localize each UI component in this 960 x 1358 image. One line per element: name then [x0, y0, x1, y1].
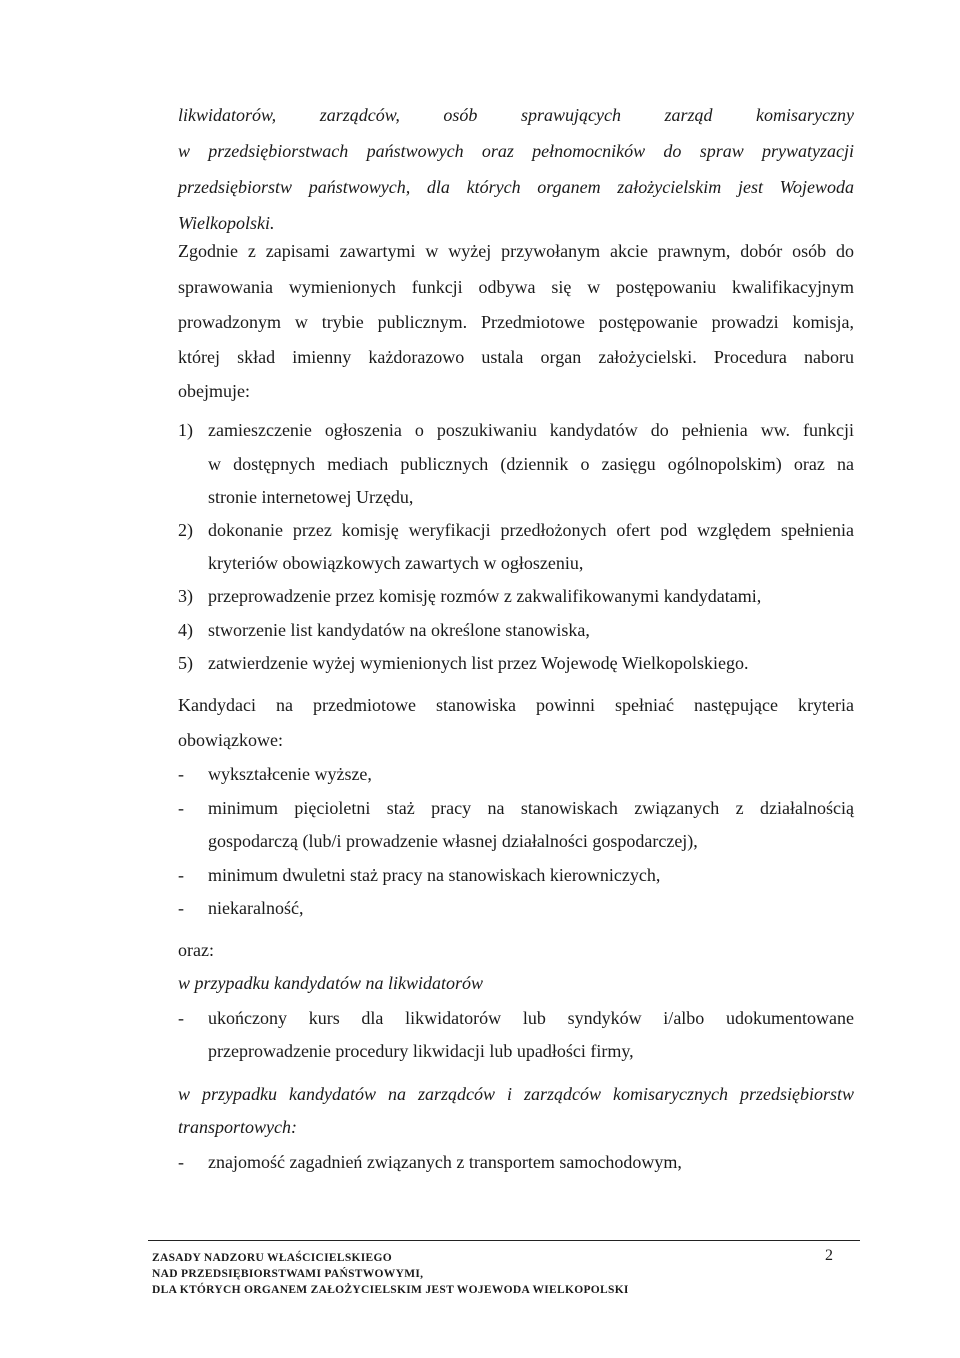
para1-line-3: prowadzonym w trybie publicznym. Przedmiotowe postępowanie prowadzi komisja, — [178, 312, 854, 332]
footer-line-2: NAD PRZEDSIĘBIORSTWAMI PAŃSTWOWYMI, — [152, 1268, 424, 1280]
para2-line-2: obowiązkowe: — [178, 730, 283, 750]
case2-heading-line-1: w przypadku kandydatów na zarządców i zarządców komisarycznych przedsiębiorstw — [178, 1084, 854, 1104]
case1-line: przeprowadzenie procedury likwidacji lub upadłości firmy, — [208, 1041, 634, 1061]
step-line: kryteriów obowiązkowych zawartych w ogłoszeniu, — [208, 553, 584, 573]
step-line: stronie internetowej Urzędu, — [208, 487, 414, 507]
para1-line-1: Zgodnie z zapisami zawartymi w wyżej przywołanym akcie prawnym, dobór osób do — [178, 241, 854, 261]
step-number: 3) — [178, 586, 193, 606]
para2-line-1: Kandydaci na przedmiotowe stanowiska powinni spełniać następujące kryteria — [178, 695, 854, 715]
para1-line-4: której skład imienny każdorazowo ustala organ założycielski. Procedura naboru — [178, 347, 854, 367]
intro-line-2: w przedsiębiorstwach państwowych oraz pełnomocników do spraw prywatyzacji — [178, 141, 854, 161]
footer-line-1: ZASADY NADZORU WŁAŚCICIELSKIEGO — [152, 1252, 392, 1264]
footer-rule — [148, 1240, 860, 1241]
step-line: stworzenie list kandydatów na określone stanowiska, — [208, 620, 590, 640]
step-number: 5) — [178, 653, 193, 673]
step-number: 1) — [178, 420, 193, 440]
case1-line: ukończony kurs dla likwidatorów lub syndyków i/albo udokumentowane — [208, 1008, 854, 1028]
step-line: dokonanie przez komisję weryfikacji przedłożonych ofert pod względem spełnienia — [208, 520, 854, 540]
criteria-dash: - — [178, 798, 184, 818]
intro-line-4: Wielkopolski. — [178, 213, 275, 233]
criteria-line: minimum pięcioletni staż pracy na stanowiskach związanych z działalnością — [208, 798, 854, 818]
case1-dash: - — [178, 1008, 184, 1028]
criteria-dash: - — [178, 898, 184, 918]
footer-line-3: DLA KTÓRYCH ORGANEM ZAŁOŻYCIELSKIM JEST WOJEWODA WIELKOPOLSKI — [152, 1284, 629, 1296]
para1-line-5: obejmuje: — [178, 381, 250, 401]
criteria-dash: - — [178, 865, 184, 885]
criteria-line: gospodarczą (lub/i prowadzenie własnej działalności gospodarczej), — [208, 831, 698, 851]
intro-line-3: przedsiębiorstw państwowych, dla których organem założycielskim jest Wojewoda — [178, 177, 854, 197]
step-line: w dostępnych mediach publicznych (dziennik o zasięgu ogólnopolskim) oraz na — [208, 454, 854, 474]
criteria-dash: - — [178, 764, 184, 784]
para1-line-2: sprawowania wymienionych funkcji odbywa się w postępowaniu kwalifikacyjnym — [178, 277, 854, 297]
step-line: przeprowadzenie przez komisję rozmów z zakwalifikowanymi kandydatami, — [208, 586, 762, 606]
case1-heading: w przypadku kandydatów na likwidatorów — [178, 973, 483, 993]
criteria-line: niekaralność, — [208, 898, 304, 918]
criteria-line: minimum dwuletni staż pracy na stanowiskach kierowniczych, — [208, 865, 661, 885]
oraz-label: oraz: — [178, 940, 214, 960]
case2-dash: - — [178, 1152, 184, 1172]
step-line: zamieszczenie ogłoszenia o poszukiwaniu kandydatów do pełnienia ww. funkcji — [208, 420, 854, 440]
step-number: 2) — [178, 520, 193, 540]
case2-heading-line-2: transportowych: — [178, 1117, 297, 1137]
page-number: 2 — [825, 1247, 833, 1264]
intro-line-1: likwidatorów, zarządców, osób sprawujących zarząd komisaryczny — [178, 105, 854, 125]
criteria-line: wykształcenie wyższe, — [208, 764, 372, 784]
case2-line: znajomość zagadnień związanych z transportem samochodowym, — [208, 1152, 682, 1172]
step-line: zatwierdzenie wyżej wymienionych list przez Wojewodę Wielkopolskiego. — [208, 653, 749, 673]
step-number: 4) — [178, 620, 193, 640]
